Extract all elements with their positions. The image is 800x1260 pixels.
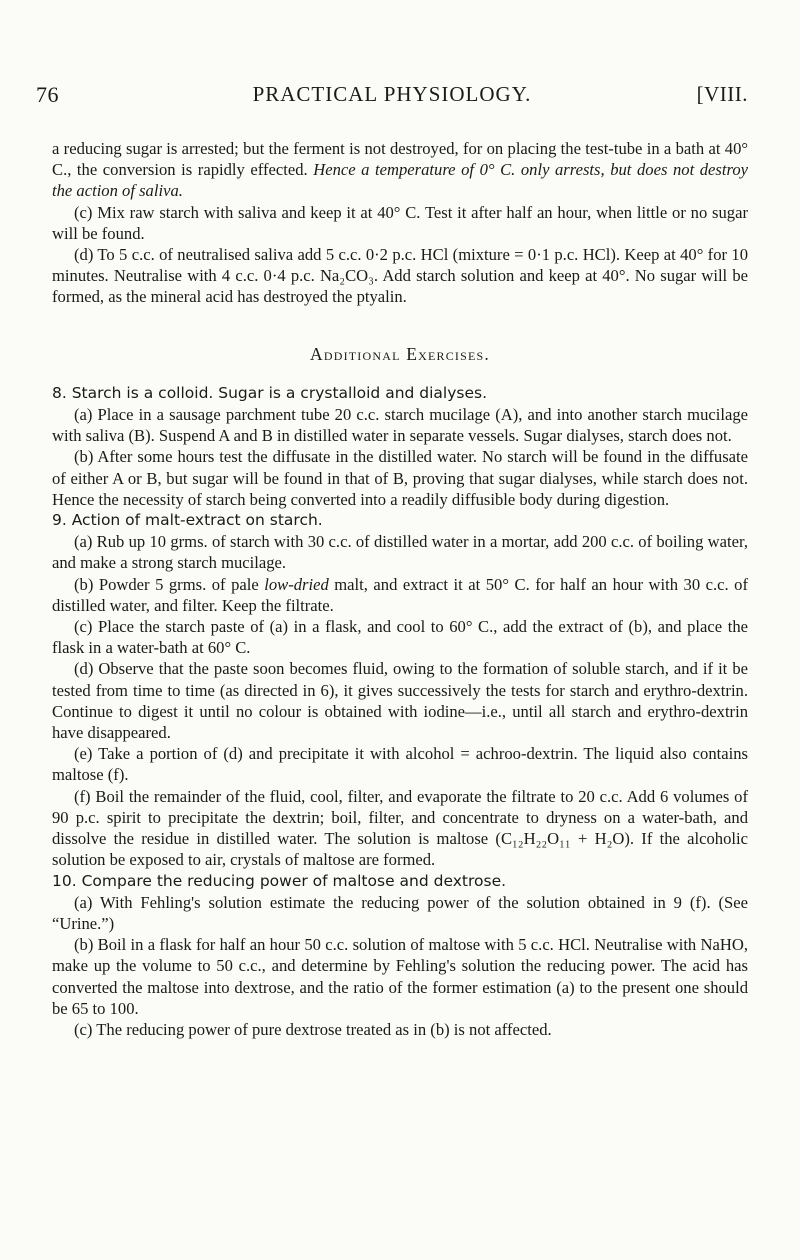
exercise-9-b-post: malt, and extract it at 50° C. for half an hour with 30 c.c. of distilled water, and filter. Keep the filtrate. bbox=[52, 574, 748, 615]
exercise-8-heading: 8. Starch is a colloid. Sugar is a crystalloid and dialyses. bbox=[52, 383, 488, 402]
exercise-10-heading: 10. Compare the reducing power of maltose and dextrose. bbox=[52, 871, 507, 890]
running-title: PRACTICAL PHYSIOLOGY. bbox=[252, 82, 532, 106]
chapter-marker: [VIII. bbox=[696, 82, 748, 106]
exercise-10-b: (b) Boil in a flask for half an hour 50 c.c. solution of maltose with 5 c.c. HCl. Neutralise with NaHO, make up the volume to 50 c.c., and determine by Fehling's solution the reducing power. The acid has converted the maltose into dextrose, and the ratio of the former estimation (a) to the present one should be 65 to 100. bbox=[52, 935, 748, 1018]
intro-emphasis: Hence a temperature of 0° C. only arrests, but does not destroy the action of saliva. bbox=[52, 160, 748, 201]
page-number: 76 bbox=[36, 82, 59, 107]
intro-text: a reducing sugar is arrested; but the ferment is not destroyed, for on placing the test-tube in a bath at 40° C., the conversion is rapidly effected. bbox=[52, 139, 748, 180]
exercise-8-b: (b) After some hours test the diffusate in the distilled water. No starch will be found in the diffusate of either A or B, but sugar will be found in that of B, proving that sugar dialyses, while starch does not. Hence the necessity of starch being converted into a readily diffusible body during digestion. bbox=[52, 447, 748, 509]
exercise-9-heading: 9. Action of malt-extract on starch. bbox=[52, 511, 323, 530]
exercise-8-a: (a) Place in a sausage parchment tube 20 c.c. starch mucilage (A), and into another starch mucilage with saliva (B). Suspend A and B in distilled water in separate vessels. Sugar dialyses, starch does not. bbox=[52, 405, 748, 446]
exercise-9-d: (d) Observe that the paste soon becomes fluid, owing to the formation of soluble starch, and if it be tested from time to time (as directed in 6), it gives successively the tests for starch and erythro-dextrin. Continue to digest it until no colour is obtained with iodine—i.e., until all starch and erythro-dextrin have disappeared. bbox=[52, 659, 748, 743]
exercise-10-c: (c) The reducing power of pure dextrose treated as in (b) is not affected. bbox=[74, 1019, 552, 1039]
exercise-9-f: (f) Boil the remainder of the fluid, cool, filter, and evaporate the filtrate to 20 c.c. Add 6 volumes of 90 p.c. spirit to precipitate the dextrin; boil, filter, and concentrate to dryness on a water-bath, and dissolve the residue in distilled water. The solution is maltose (C₁₂H₂₂O₁₁ + H₂O). If the alcoholic solution be exposed to air, crystals of maltose are formed. bbox=[52, 786, 748, 870]
exercise-9-c: (c) Place the starch paste of (a) in a flask, and cool to 60° C., add the extract of (b), and place the flask in a water-bath at 60° C. bbox=[52, 617, 748, 658]
intro-item-d: (d) To 5 c.c. of neutralised saliva add 5 c.c. 0·2 p.c. HCl (mixture = 0·1 p.c. HCl). Keep at 40° for 10 minutes. Neutralise with 4 c.c. 0·4 p.c. Na₂CO₃. Add starch solution and keep at 40°. No sugar will be formed, as the mineral acid has destroyed the ptyalin. bbox=[52, 245, 748, 307]
exercise-9-b-pre: (b) Powder 5 grms. of pale bbox=[74, 574, 265, 594]
exercise-9-b-emphasis: low-dried bbox=[264, 574, 329, 594]
exercise-9-a: (a) Rub up 10 grms. of starch with 30 c.c. of distilled water in a mortar, add 200 c.c. of boiling water, and make a strong starch mucilage. bbox=[52, 532, 748, 573]
exercise-10-a: (a) With Fehling's solution estimate the reducing power of the solution obtained in 9 (f). (See “Urine.”) bbox=[52, 892, 748, 933]
page-body bbox=[52, 138, 748, 1040]
section-heading: Additional Exercises. bbox=[310, 343, 490, 364]
intro-paragraph bbox=[52, 138, 748, 202]
intro-item-c: (c) Mix raw starch with saliva and keep it at 40° C. Test it after half an hour, when little or no sugar will be found. bbox=[52, 202, 748, 243]
running-header bbox=[36, 82, 748, 112]
exercise-9-e: (e) Take a portion of (d) and precipitate it with alcohol = achroo-dextrin. The liquid also contains maltose (f). bbox=[52, 744, 748, 785]
exercise-9-b bbox=[52, 574, 748, 616]
